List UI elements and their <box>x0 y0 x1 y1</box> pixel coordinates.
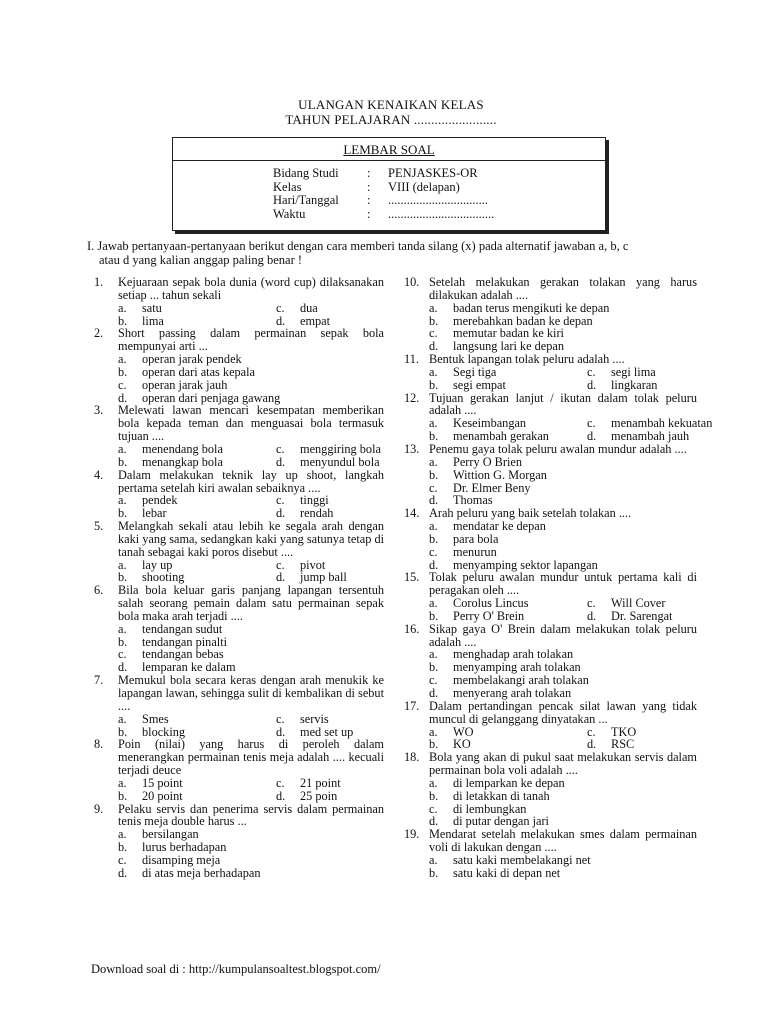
option-text: menggiring bola <box>300 441 381 456</box>
option-text: KO <box>453 737 471 752</box>
option-letter: a. <box>118 621 127 636</box>
question-text: Bola yang akan di pukul saat melakukan servis dalam permainan bola voli adalah .... <box>429 750 697 778</box>
answer-options <box>118 828 384 879</box>
option-letter: d. <box>587 737 597 752</box>
question-number: 7. <box>94 673 104 688</box>
question-item <box>94 674 384 738</box>
option-text: operan dari penjaga gawang <box>142 390 281 405</box>
option-text: rendah <box>300 506 334 521</box>
question-text: Arah peluru yang baik setelah tolakan .... <box>429 506 632 521</box>
question-item <box>404 700 697 751</box>
option-text: Segi tiga <box>453 364 497 379</box>
box-heading: LEMBAR SOAL <box>343 142 435 157</box>
option-row <box>118 302 384 315</box>
option-text: servis <box>300 711 329 726</box>
instructions <box>87 240 707 267</box>
option-text: lurus berhadapan <box>142 840 227 855</box>
answer-options <box>118 559 384 585</box>
option-text: segi lima <box>611 364 656 379</box>
question-number: 16. <box>404 621 420 636</box>
option-letter: d. <box>118 390 128 405</box>
option-letter: d. <box>276 788 286 803</box>
answer-options <box>118 623 384 674</box>
option-letter: b. <box>118 788 128 803</box>
option-text: lemparan ke dalam <box>142 660 236 675</box>
option-letter: d. <box>429 814 439 829</box>
question-text: Melewati lawan mencari kesempatan memberikan bola kepada teman dan menguasai bola termasuk tujuan .... <box>118 403 384 444</box>
info-row-subject: Bidang Studi : PENJASKES-OR <box>273 166 478 180</box>
option-letter: d. <box>429 493 439 508</box>
question-text: Bila bola keluar garis panjang lapangan tersentuh salah seorang pemain dalam satu permainan sepak bola maka arah terjadi .... <box>118 583 384 623</box>
question-text: Dalam melakukan teknik lay up shoot, langkah pertama setelah kiri awalan sebaiknya .... <box>118 467 384 495</box>
option-text: segi empat <box>453 377 506 392</box>
option-text: menambah kekuatan <box>611 416 713 431</box>
option-letter: b. <box>429 377 439 392</box>
option-letter: c. <box>429 673 438 688</box>
option-text: tendangan pinalti <box>142 634 228 649</box>
question-item <box>404 390 713 444</box>
option-letter: b. <box>118 506 128 521</box>
exam-title: ULANGAN KENAIKAN KELAS <box>298 97 484 112</box>
answer-options <box>429 416 713 444</box>
option-text: med set up <box>300 724 354 739</box>
option-letter: a. <box>118 300 127 315</box>
option-letter: c. <box>429 544 438 559</box>
question-item <box>404 571 697 622</box>
option-letter: b. <box>429 313 439 328</box>
question-text: Mendarat setelah melakukan smes dalam permainan voli di lakukan dengan .... <box>429 827 697 855</box>
option-letter: c. <box>276 300 285 315</box>
question-number: 10. <box>404 275 420 289</box>
option-row <box>118 456 384 469</box>
option-text: di atas meja berhadapan <box>142 865 261 880</box>
option-text: Will Cover <box>611 596 666 611</box>
answer-options <box>429 520 697 571</box>
info-row-date: Hari/Tanggal : ................................ <box>273 193 488 207</box>
option-letter: d. <box>276 454 286 469</box>
answer-options <box>429 597 697 623</box>
option-text: di letakkan di tanah <box>453 788 550 803</box>
info-table <box>273 167 494 221</box>
question-number: 2. <box>94 326 104 341</box>
answer-options <box>118 713 384 739</box>
option-letter: a. <box>118 711 127 726</box>
option-letter: d. <box>587 429 597 444</box>
question-text: Pelaku servis dan penerima servis dalam permainan tenis meja double harus ... <box>118 801 384 829</box>
answer-options <box>429 777 697 828</box>
question-number: 5. <box>94 519 104 534</box>
question-number: 19. <box>404 827 420 842</box>
question-text: Sikap gaya O' Brein dalam melakukan tolak peluru adalah .... <box>429 621 697 649</box>
question-item <box>404 828 697 879</box>
question-number: 12. <box>404 390 420 405</box>
question-number: 11. <box>404 352 419 367</box>
option-text: operan jarak jauh <box>142 377 228 392</box>
option-row <box>429 610 697 623</box>
option-letter: a. <box>429 647 438 662</box>
option-text: 20 point <box>142 788 183 803</box>
question-text: Setelah melakukan gerakan tolakan yang harus dilakukan adalah .... <box>429 275 697 302</box>
option-letter: b. <box>118 570 128 585</box>
option-letter: a. <box>429 519 438 534</box>
option-letter: b. <box>118 454 128 469</box>
question-number: 6. <box>94 583 104 598</box>
option-letter: c. <box>429 801 438 816</box>
option-letter: d. <box>429 557 439 572</box>
option-letter: c. <box>276 711 285 726</box>
answer-options <box>429 302 697 353</box>
question-text: Tujuan gerakan lanjut / ikutan dalam tolak peluru adalah .... <box>429 390 697 418</box>
option-text: menendang bola <box>142 441 223 456</box>
academic-year: TAHUN PELAJARAN ........................ <box>285 112 497 127</box>
question-number: 17. <box>404 698 420 713</box>
option-text: bersilangan <box>142 827 199 842</box>
option-text: disamping meja <box>142 852 221 867</box>
question-number: 4. <box>94 467 104 482</box>
answer-options <box>429 366 697 392</box>
question-number: 13. <box>404 441 420 456</box>
option-letter: c. <box>118 852 127 867</box>
option-letter: b. <box>429 531 439 546</box>
question-item <box>404 507 697 571</box>
option-letter: c. <box>587 596 596 611</box>
question-text: Dalam pertandingan pencak silat lawan yang tidak muncul di gelanggang dinyatakan ... <box>429 698 697 726</box>
question-item <box>94 584 384 674</box>
option-text: menurun <box>453 544 497 559</box>
option-text: Perry O' Brein <box>453 608 525 623</box>
option-text: lima <box>142 313 164 328</box>
option-letter: b. <box>118 634 128 649</box>
option-letter: a. <box>429 300 438 315</box>
option-text: jump ball <box>300 570 347 585</box>
option-text: satu <box>142 300 162 315</box>
option-text: tendangan sudut <box>142 621 223 636</box>
option-text: blocking <box>142 724 186 739</box>
footer-download-link[interactable]: Download soal di : http://kumpulansoaltest.blogspot.com/ <box>91 962 381 976</box>
question-item <box>404 276 697 353</box>
question-item <box>94 520 384 584</box>
questions-column-left <box>94 276 384 880</box>
option-text: para bola <box>453 531 499 546</box>
option-letter: a. <box>118 441 127 456</box>
option-letter: d. <box>429 339 439 354</box>
option-text: Thomas <box>453 493 493 508</box>
question-number: 18. <box>404 750 420 765</box>
option-letter: a. <box>429 364 438 379</box>
question-number: 1. <box>94 275 104 289</box>
option-text: Dr. Elmer Beny <box>453 480 531 495</box>
option-letter: d. <box>276 570 286 585</box>
question-number: 8. <box>94 737 104 752</box>
option-row <box>429 867 697 880</box>
option-text: di lembungkan <box>453 801 527 816</box>
question-item <box>94 327 384 404</box>
option-text: menambah gerakan <box>453 429 549 444</box>
question-item <box>404 353 697 392</box>
option-letter: a. <box>429 724 438 739</box>
option-text: di putar dengan jari <box>453 814 549 829</box>
option-row <box>429 687 697 700</box>
answer-options <box>118 353 384 404</box>
option-text: RSC <box>611 737 635 752</box>
question-item <box>404 751 697 828</box>
option-letter: a. <box>429 852 438 867</box>
option-letter: d. <box>276 506 286 521</box>
option-text: lay up <box>142 557 173 572</box>
instruction-line: atau d yang kalian anggap paling benar ! <box>99 252 303 267</box>
option-text: di lemparkan ke depan <box>453 775 565 790</box>
option-letter: a. <box>118 352 127 367</box>
answer-options <box>118 443 384 469</box>
option-text: menyundul bola <box>300 454 380 469</box>
option-row <box>429 379 697 392</box>
question-number: 15. <box>404 570 420 585</box>
option-letter: b. <box>118 724 128 739</box>
option-letter: c. <box>118 647 127 662</box>
option-letter: c. <box>276 441 285 456</box>
question-item <box>94 404 384 468</box>
option-letter: c. <box>276 775 285 790</box>
option-text: operan jarak pendek <box>142 352 242 367</box>
option-letter: b. <box>429 865 439 880</box>
option-text: pivot <box>300 557 326 572</box>
option-text: memutar badan ke kiri <box>453 326 564 341</box>
option-letter: a. <box>429 416 438 431</box>
question-item <box>94 803 384 880</box>
answer-options <box>118 302 384 328</box>
question-text: Kejuaraan sepak bola dunia (word cup) dilaksanakan setiap ... tahun sekali <box>118 275 384 302</box>
option-letter: d. <box>118 865 128 880</box>
info-box <box>172 137 606 231</box>
question-item <box>94 276 384 327</box>
option-letter: c. <box>276 557 285 572</box>
question-text: Bentuk lapangan tolak peluru adalah .... <box>429 352 625 367</box>
question-number: 9. <box>94 801 104 816</box>
answer-options <box>429 854 697 880</box>
option-text: langsung lari ke depan <box>453 339 564 354</box>
option-letter: b. <box>429 660 439 675</box>
option-letter: c. <box>587 416 596 431</box>
option-letter: d. <box>276 724 286 739</box>
box-divider <box>173 160 605 161</box>
question-item <box>94 469 384 520</box>
option-letter: b. <box>118 840 128 855</box>
option-text: Wittion G. Morgan <box>453 467 547 482</box>
option-row <box>118 790 384 803</box>
option-letter: a. <box>429 775 438 790</box>
question-text: Melangkah sekali atau lebih ke segala arah dengan kaki yang sama, sedangkan kaki yang satunya tetap di tanah sebagai kaki poros disebut .... <box>118 519 385 559</box>
question-text: Memukul bola secara keras dengan arah menukik ke lapangan lawan, sehingga sulit di kembalikan di sebut .... <box>118 673 384 713</box>
option-text: Keseimbangan <box>453 416 527 431</box>
option-letter: b. <box>429 608 439 623</box>
option-text: badan terus mengikuti ke depan <box>453 300 610 315</box>
answer-options <box>118 777 384 803</box>
question-number: 3. <box>94 403 104 418</box>
question-text: Tolak peluru awalan mundur untuk pertama kali di peragakan oleh .... <box>429 570 697 598</box>
question-item <box>404 443 697 507</box>
option-text: Perry O Brien <box>453 454 522 469</box>
option-letter: b. <box>429 737 439 752</box>
option-text: menangkap bola <box>142 454 223 469</box>
answer-options <box>429 648 697 699</box>
question-number: 14. <box>404 506 420 521</box>
option-letter: c. <box>587 724 596 739</box>
option-letter: a. <box>118 557 127 572</box>
question-text: Short passing dalam permainan sepak bola mempunyai arti ... <box>118 326 384 354</box>
option-letter: d. <box>587 608 597 623</box>
option-text: satu kaki di depan net <box>453 865 561 880</box>
option-text: membelakangi arah tolakan <box>453 673 589 688</box>
option-text: 21 point <box>300 775 341 790</box>
option-text: empat <box>300 313 331 328</box>
option-text: TKO <box>611 724 637 739</box>
option-text: Corolus Lincus <box>453 596 529 611</box>
option-row <box>118 867 384 880</box>
option-letter: b. <box>118 364 128 379</box>
option-text: menambah jauh <box>611 429 690 444</box>
option-text: 25 poin <box>300 788 338 803</box>
option-letter: a. <box>118 493 127 508</box>
option-text: shooting <box>142 570 185 585</box>
info-row-time: Waktu : .................................. <box>273 206 495 221</box>
option-letter: b. <box>429 788 439 803</box>
option-letter: a. <box>118 775 127 790</box>
option-letter: c. <box>429 480 438 495</box>
option-row <box>118 777 384 790</box>
option-text: menyamping arah tolakan <box>453 660 581 675</box>
answer-options <box>429 726 697 752</box>
question-item <box>94 738 384 802</box>
answer-options <box>118 494 384 520</box>
option-letter: d. <box>587 377 597 392</box>
option-text: satu kaki membelakangi net <box>453 852 591 867</box>
option-text: dua <box>300 300 318 315</box>
option-letter: c. <box>429 326 438 341</box>
option-letter: a. <box>429 454 438 469</box>
option-letter: d. <box>429 686 439 700</box>
question-text: Penemu gaya tolak peluru awalan mundur adalah .... <box>429 441 687 456</box>
question-item <box>404 623 697 700</box>
option-letter: d. <box>276 313 286 328</box>
option-letter: b. <box>429 429 439 444</box>
option-letter: b. <box>429 467 439 482</box>
option-text: 15 point <box>142 775 183 790</box>
question-text: Poin (nilai) yang harus di peroleh dalam menerangkan permainan tenis meja adalah .... kecuali terjadi deuce <box>118 737 384 778</box>
option-text: lebar <box>142 506 167 521</box>
option-text: pendek <box>142 493 178 508</box>
option-text: operan dari atas kepala <box>142 364 256 379</box>
option-letter: c. <box>118 377 127 392</box>
option-text: WO <box>453 724 474 739</box>
option-text: Smes <box>142 711 169 726</box>
option-text: menghadap arah tolakan <box>453 647 574 662</box>
option-letter: c. <box>587 364 596 379</box>
option-text: menyerang arah tolakan <box>453 686 572 700</box>
info-row-class: Kelas : VIII (delapan) <box>273 179 460 194</box>
option-text: Dr. Sarengat <box>611 608 673 623</box>
option-letter: a. <box>118 827 127 842</box>
answer-options <box>429 456 697 507</box>
instruction-line: I. Jawab pertanyaan-pertanyaan berikut dengan cara memberi tanda silang (x) pada alternatif jawaban a, b, c <box>87 239 629 253</box>
option-letter: c. <box>276 493 285 508</box>
option-letter: d. <box>118 660 128 675</box>
questions-column-right <box>404 275 713 880</box>
option-letter: a. <box>429 596 438 611</box>
option-letter: b. <box>118 313 128 328</box>
option-text: merebahkan badan ke depan <box>453 313 593 328</box>
option-text: tendangan bebas <box>142 647 224 662</box>
option-text: lingkaran <box>611 377 658 392</box>
option-text: mendatar ke depan <box>453 519 546 534</box>
option-text: menyamping sektor lapangan <box>453 557 598 572</box>
option-text: tinggi <box>300 493 329 508</box>
